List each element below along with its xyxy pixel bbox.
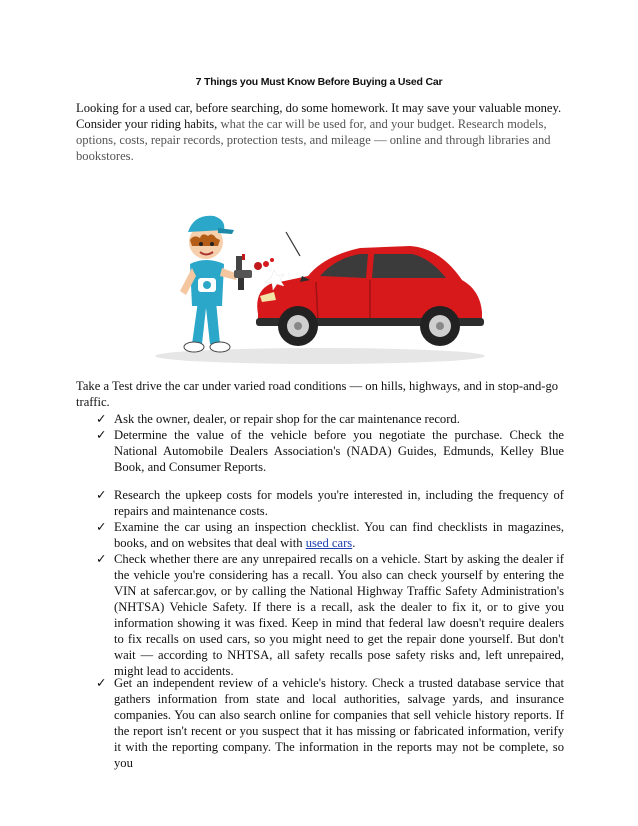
intro-text-1: Looking for a used car, before searching, do some homework. It may save your valuable money. Consider your riding habits,	[76, 101, 562, 131]
checklist-text-after: .	[352, 536, 356, 550]
list-item-text: Check whether there are any unrepaired recalls on a vehicle. Start by asking the dealer if the vehicle you're considering has a recall. You also can check yourself by entering the VIN at safercar.gov, or by calling the National Highway Traffic Safety Administration's (NHTSA) Vehicle Safety. If there is a recall, ask the dealer to fix it, or to give you information showing it was fixed. Keep in mind that federal law doesn't require dealers to fix recalls on used cars, so you might need to get the repair done yourself. But don't wait — according to NHTSA, all safety recalls pose safety risks and, left unrepaired, might lead to accidents.	[114, 552, 564, 678]
list-item-text	[114, 519, 564, 551]
checklist-text-before: Examine the car using an inspection checklist. You can find checklists in magazines, books, and on websites that deal with	[114, 520, 564, 550]
red-car	[256, 232, 484, 346]
list-item-vehicle-value	[96, 427, 564, 475]
checkmark-icon: ✓	[96, 488, 107, 502]
checkmark-icon: ✓	[96, 412, 107, 426]
used-cars-link[interactable]: used cars	[305, 536, 353, 550]
list-item-text: Determine the value of the vehicle before you negotiate the purchase. Check the National Automobile Dealers Association's (NADA) Guides, Edmunds, Kelley Blue Book, and Consumer Reports.	[114, 428, 564, 474]
list-item-upkeep-costs	[96, 487, 564, 519]
checkmark-icon: ✓	[96, 428, 107, 442]
checkmark-icon: ✓	[96, 676, 107, 690]
list-item-recalls	[96, 551, 564, 679]
list-item-text: Research the upkeep costs for models you're interested in, including the frequency of repairs and maintenance costs.	[114, 488, 564, 518]
list-item-inspection-checklist	[96, 519, 564, 551]
ground-shadow	[155, 348, 485, 364]
list-item-vehicle-history	[96, 675, 564, 771]
checkmark-icon: ✓	[96, 552, 107, 566]
checkmark-icon: ✓	[96, 520, 107, 534]
test-drive-paragraph: Take a Test drive the car under varied road conditions — on hills, highways, and in stop-and-go traffic.	[76, 379, 559, 409]
mechanic-figure	[180, 216, 274, 352]
page-title: 7 Things you Must Know Before Buying a Used Car	[195, 76, 443, 88]
mechanic-car-illustration	[150, 196, 490, 368]
list-item-text: Get an independent review of a vehicle's history. Check a trusted database service that gathers information from state and local authorities, salvage yards, and insurance companies. You can also search online for companies that sell vehicle history reports. If the report isn't recent or you suspect that it has missing or fabricated information, verify it with the reporting company. The information in the reports may not be complete, so you	[114, 676, 564, 770]
intro-paragraph	[76, 100, 566, 164]
intro-text-2: what the car will be used for, and your budget. Research models, options, costs, repair records, protection tests, and mileage — online and through libraries and bookstores.	[76, 117, 551, 163]
list-item-text: Ask the owner, dealer, or repair shop for the car maintenance record.	[114, 412, 460, 426]
list-item-maintenance-record	[96, 411, 564, 427]
